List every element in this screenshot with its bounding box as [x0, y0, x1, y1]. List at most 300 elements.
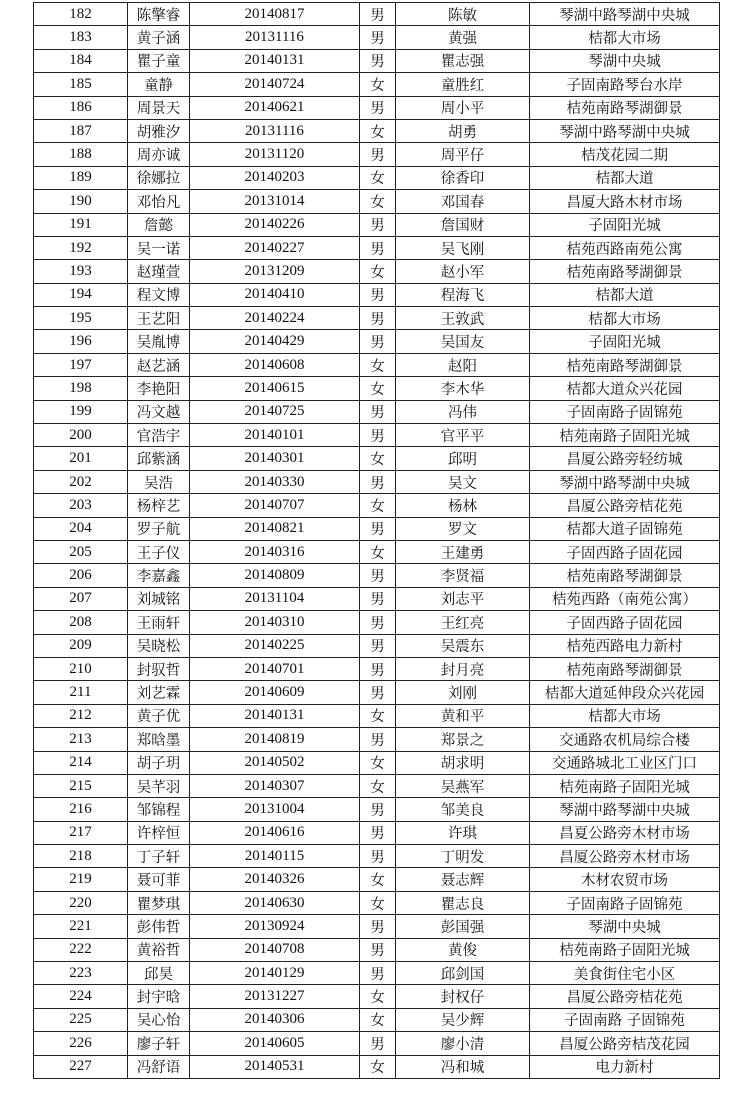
table-row [34, 915, 720, 938]
table-row [34, 985, 720, 1008]
guardian-name: 许琪 [396, 821, 530, 844]
gender: 男 [360, 307, 396, 330]
birth-date: 20140725 [190, 400, 360, 423]
gender: 女 [360, 377, 396, 400]
home-address: 昌厦公路旁木材市场 [530, 845, 720, 868]
birth-date: 20140616 [190, 821, 360, 844]
table-row [34, 470, 720, 493]
table-row [34, 751, 720, 774]
student-name: 杨梓艺 [128, 494, 190, 517]
guardian-name: 丁明发 [396, 845, 530, 868]
guardian-name: 李贤福 [396, 564, 530, 587]
home-address: 子固阳光城 [530, 330, 720, 353]
student-roster-table [33, 2, 720, 1079]
table-row [34, 774, 720, 797]
birth-date: 20131104 [190, 587, 360, 610]
home-address: 交通路农机局综合楼 [530, 728, 720, 751]
home-address: 子固西路子固花园 [530, 611, 720, 634]
student-name: 许梓恒 [128, 821, 190, 844]
guardian-name: 黄俊 [396, 938, 530, 961]
gender: 男 [360, 681, 396, 704]
gender: 男 [360, 962, 396, 985]
guardian-name: 吴飞刚 [396, 236, 530, 259]
birth-date: 20140101 [190, 424, 360, 447]
row-number: 189 [34, 166, 128, 189]
row-number: 224 [34, 985, 128, 1008]
gender: 女 [360, 985, 396, 1008]
table-row [34, 447, 720, 470]
home-address: 琴湖中央城 [530, 915, 720, 938]
guardian-name: 彭国强 [396, 915, 530, 938]
row-number: 208 [34, 611, 128, 634]
table-row [34, 73, 720, 96]
guardian-name: 刘志平 [396, 587, 530, 610]
row-number: 212 [34, 704, 128, 727]
home-address: 子固西路子固花园 [530, 540, 720, 563]
table-row [34, 400, 720, 423]
table-row [34, 307, 720, 330]
guardian-name: 王红亮 [396, 611, 530, 634]
birth-date: 20140227 [190, 236, 360, 259]
table-row [34, 96, 720, 119]
birth-date: 20130924 [190, 915, 360, 938]
birth-date: 20140502 [190, 751, 360, 774]
table-row [34, 494, 720, 517]
student-name: 吴浩 [128, 470, 190, 493]
guardian-name: 邱明 [396, 447, 530, 470]
birth-date: 20140131 [190, 704, 360, 727]
table-row [34, 26, 720, 49]
table-row [34, 283, 720, 306]
gender: 女 [360, 119, 396, 142]
row-number: 205 [34, 540, 128, 563]
table-row [34, 353, 720, 376]
student-name: 黄裕哲 [128, 938, 190, 961]
birth-date: 20140131 [190, 49, 360, 72]
table-row [34, 119, 720, 142]
row-number: 222 [34, 938, 128, 961]
gender: 男 [360, 143, 396, 166]
student-name: 邱紫涵 [128, 447, 190, 470]
table-row [34, 728, 720, 751]
gender: 男 [360, 96, 396, 119]
student-name: 胡雅汐 [128, 119, 190, 142]
birth-date: 20140225 [190, 634, 360, 657]
row-number: 196 [34, 330, 128, 353]
student-name: 瞿梦琪 [128, 891, 190, 914]
row-number: 185 [34, 73, 128, 96]
table-row [34, 424, 720, 447]
row-number: 197 [34, 353, 128, 376]
row-number: 202 [34, 470, 128, 493]
guardian-name: 程海飞 [396, 283, 530, 306]
table-row [34, 821, 720, 844]
gender: 男 [360, 915, 396, 938]
home-address: 子固南路 子固锦苑 [530, 1008, 720, 1031]
home-address: 昌厦大路木材市场 [530, 190, 720, 213]
guardian-name: 詹国财 [396, 213, 530, 236]
guardian-name: 周小平 [396, 96, 530, 119]
home-address: 桔苑南路子固阳光城 [530, 774, 720, 797]
home-address: 桔苑南路子固阳光城 [530, 424, 720, 447]
home-address: 电力新村 [530, 1055, 720, 1078]
birth-date: 20131209 [190, 260, 360, 283]
home-address: 桔苑西路南苑公寓 [530, 236, 720, 259]
table-row [34, 236, 720, 259]
guardian-name: 黄和平 [396, 704, 530, 727]
row-number: 209 [34, 634, 128, 657]
table-row [34, 564, 720, 587]
row-number: 225 [34, 1008, 128, 1031]
guardian-name: 赵阳 [396, 353, 530, 376]
row-number: 186 [34, 96, 128, 119]
home-address: 桔茂花园二期 [530, 143, 720, 166]
birth-date: 20140821 [190, 517, 360, 540]
row-number: 216 [34, 798, 128, 821]
student-name: 赵瑾萱 [128, 260, 190, 283]
row-number: 217 [34, 821, 128, 844]
table-row [34, 657, 720, 680]
birth-date: 20131004 [190, 798, 360, 821]
birth-date: 20140701 [190, 657, 360, 680]
row-number: 188 [34, 143, 128, 166]
student-name: 官浩宇 [128, 424, 190, 447]
birth-date: 20140630 [190, 891, 360, 914]
gender: 女 [360, 190, 396, 213]
row-number: 193 [34, 260, 128, 283]
guardian-name: 杨林 [396, 494, 530, 517]
birth-date: 20131116 [190, 26, 360, 49]
row-number: 227 [34, 1055, 128, 1078]
student-name: 冯舒语 [128, 1055, 190, 1078]
gender: 女 [360, 704, 396, 727]
birth-date: 20140326 [190, 868, 360, 891]
home-address: 桔都大市场 [530, 704, 720, 727]
student-name: 李嘉鑫 [128, 564, 190, 587]
guardian-name: 封权仔 [396, 985, 530, 1008]
gender: 男 [360, 821, 396, 844]
birth-date: 20140621 [190, 96, 360, 119]
birth-date: 20140224 [190, 307, 360, 330]
row-number: 214 [34, 751, 128, 774]
birth-date: 20140531 [190, 1055, 360, 1078]
home-address: 交通路城北工业区门口 [530, 751, 720, 774]
student-name: 李艳阳 [128, 377, 190, 400]
row-number: 219 [34, 868, 128, 891]
student-name: 郑晗墨 [128, 728, 190, 751]
guardian-name: 刘刚 [396, 681, 530, 704]
birth-date: 20140429 [190, 330, 360, 353]
student-name: 刘艺霖 [128, 681, 190, 704]
birth-date: 20131014 [190, 190, 360, 213]
birth-date: 20140226 [190, 213, 360, 236]
guardian-name: 官平平 [396, 424, 530, 447]
row-number: 182 [34, 3, 128, 26]
gender: 男 [360, 330, 396, 353]
row-number: 190 [34, 190, 128, 213]
gender: 女 [360, 774, 396, 797]
table-row [34, 49, 720, 72]
gender: 女 [360, 1055, 396, 1078]
gender: 男 [360, 424, 396, 447]
guardian-name: 李木华 [396, 377, 530, 400]
table-row [34, 962, 720, 985]
guardian-name: 廖小清 [396, 1032, 530, 1055]
row-number: 204 [34, 517, 128, 540]
row-number: 215 [34, 774, 128, 797]
gender: 女 [360, 447, 396, 470]
home-address: 桔都大道子固锦苑 [530, 517, 720, 540]
student-name: 吴一诺 [128, 236, 190, 259]
table-row [34, 611, 720, 634]
birth-date: 20140203 [190, 166, 360, 189]
table-row [34, 798, 720, 821]
guardian-name: 罗文 [396, 517, 530, 540]
guardian-name: 邓国春 [396, 190, 530, 213]
guardian-name: 徐香印 [396, 166, 530, 189]
row-number: 201 [34, 447, 128, 470]
gender: 男 [360, 283, 396, 306]
gender: 女 [360, 540, 396, 563]
home-address: 桔都大道延伸段众兴花园 [530, 681, 720, 704]
table-row [34, 681, 720, 704]
home-address: 子固南路琴台水岸 [530, 73, 720, 96]
table-row [34, 166, 720, 189]
birth-date: 20140708 [190, 938, 360, 961]
gender: 男 [360, 564, 396, 587]
gender: 女 [360, 260, 396, 283]
row-number: 206 [34, 564, 128, 587]
gender: 女 [360, 1008, 396, 1031]
row-number: 221 [34, 915, 128, 938]
student-name: 程文博 [128, 283, 190, 306]
student-name: 邹锦程 [128, 798, 190, 821]
home-address: 木材农贸市场 [530, 868, 720, 891]
guardian-name: 冯伟 [396, 400, 530, 423]
student-name: 黄子优 [128, 704, 190, 727]
gender: 男 [360, 798, 396, 821]
row-number: 198 [34, 377, 128, 400]
guardian-name: 吴震东 [396, 634, 530, 657]
birth-date: 20140307 [190, 774, 360, 797]
guardian-name: 郑景之 [396, 728, 530, 751]
guardian-name: 吴国友 [396, 330, 530, 353]
guardian-name: 王建勇 [396, 540, 530, 563]
student-name: 黄子涵 [128, 26, 190, 49]
table-row [34, 330, 720, 353]
table-row [34, 190, 720, 213]
student-name: 封宇晗 [128, 985, 190, 1008]
home-address: 琴湖中路琴湖中央城 [530, 3, 720, 26]
birth-date: 20140724 [190, 73, 360, 96]
student-name: 聂可菲 [128, 868, 190, 891]
student-name: 周景天 [128, 96, 190, 119]
guardian-name: 胡勇 [396, 119, 530, 142]
home-address: 子固南路子固锦苑 [530, 891, 720, 914]
gender: 女 [360, 891, 396, 914]
table-row [34, 213, 720, 236]
student-name: 彭伟哲 [128, 915, 190, 938]
roster-body [34, 3, 720, 1079]
birth-date: 20140410 [190, 283, 360, 306]
guardian-name: 陈敏 [396, 3, 530, 26]
home-address: 昌夏公路旁木材市场 [530, 821, 720, 844]
birth-date: 20140817 [190, 3, 360, 26]
home-address: 桔都大道 [530, 166, 720, 189]
gender: 男 [360, 3, 396, 26]
row-number: 195 [34, 307, 128, 330]
row-number: 213 [34, 728, 128, 751]
home-address: 子固南路子固锦苑 [530, 400, 720, 423]
home-address: 桔苑南路琴湖御景 [530, 657, 720, 680]
student-name: 王雨轩 [128, 611, 190, 634]
guardian-name: 聂志辉 [396, 868, 530, 891]
guardian-name: 黄强 [396, 26, 530, 49]
gender: 女 [360, 166, 396, 189]
table-row [34, 1055, 720, 1078]
birth-date: 20140707 [190, 494, 360, 517]
student-name: 罗子航 [128, 517, 190, 540]
gender: 女 [360, 494, 396, 517]
home-address: 桔苑南路琴湖御景 [530, 96, 720, 119]
home-address: 昌厦公路旁轻纺城 [530, 447, 720, 470]
student-name: 廖子轩 [128, 1032, 190, 1055]
table-row [34, 517, 720, 540]
home-address: 桔都大市场 [530, 307, 720, 330]
home-address: 桔都大市场 [530, 26, 720, 49]
gender: 女 [360, 868, 396, 891]
birth-date: 20140819 [190, 728, 360, 751]
student-name: 吴胤博 [128, 330, 190, 353]
home-address: 桔苑南路琴湖御景 [530, 564, 720, 587]
gender: 女 [360, 353, 396, 376]
gender: 男 [360, 26, 396, 49]
student-name: 吴芊羽 [128, 774, 190, 797]
student-roster-sheet [33, 2, 719, 1079]
row-number: 226 [34, 1032, 128, 1055]
row-number: 210 [34, 657, 128, 680]
gender: 女 [360, 751, 396, 774]
home-address: 子固阳光城 [530, 213, 720, 236]
guardian-name: 邱剑国 [396, 962, 530, 985]
student-name: 徐娜拉 [128, 166, 190, 189]
row-number: 187 [34, 119, 128, 142]
home-address: 桔都大道 [530, 283, 720, 306]
birth-date: 20140608 [190, 353, 360, 376]
guardian-name: 胡求明 [396, 751, 530, 774]
gender: 男 [360, 845, 396, 868]
home-address: 美食街住宅小区 [530, 962, 720, 985]
table-row [34, 891, 720, 914]
student-name: 冯文越 [128, 400, 190, 423]
home-address: 昌厦公路旁桔花苑 [530, 985, 720, 1008]
home-address: 昌厦公路旁桔花苑 [530, 494, 720, 517]
guardian-name: 王敦武 [396, 307, 530, 330]
table-row [34, 260, 720, 283]
student-name: 周亦诚 [128, 143, 190, 166]
gender: 男 [360, 587, 396, 610]
row-number: 207 [34, 587, 128, 610]
student-name: 王艺阳 [128, 307, 190, 330]
row-number: 199 [34, 400, 128, 423]
guardian-name: 吴文 [396, 470, 530, 493]
table-row [34, 868, 720, 891]
guardian-name: 冯和城 [396, 1055, 530, 1078]
birth-date: 20140330 [190, 470, 360, 493]
table-row [34, 1032, 720, 1055]
gender: 男 [360, 400, 396, 423]
table-row [34, 143, 720, 166]
home-address: 桔都大道众兴花园 [530, 377, 720, 400]
row-number: 203 [34, 494, 128, 517]
student-name: 邱昊 [128, 962, 190, 985]
student-name: 王子仪 [128, 540, 190, 563]
gender: 女 [360, 73, 396, 96]
gender: 男 [360, 1032, 396, 1055]
gender: 男 [360, 49, 396, 72]
table-row [34, 587, 720, 610]
guardian-name: 瞿志良 [396, 891, 530, 914]
home-address: 琴湖中央城 [530, 49, 720, 72]
guardian-name: 邹美良 [396, 798, 530, 821]
gender: 男 [360, 938, 396, 961]
birth-date: 20131227 [190, 985, 360, 1008]
home-address: 琴湖中路琴湖中央城 [530, 470, 720, 493]
table-row [34, 540, 720, 563]
birth-date: 20140316 [190, 540, 360, 563]
gender: 男 [360, 470, 396, 493]
student-name: 吴晓松 [128, 634, 190, 657]
student-name: 詹懿 [128, 213, 190, 236]
row-number: 194 [34, 283, 128, 306]
row-number: 200 [34, 424, 128, 447]
home-address: 琴湖中路琴湖中央城 [530, 798, 720, 821]
gender: 男 [360, 517, 396, 540]
birth-date: 20140310 [190, 611, 360, 634]
birth-date: 20140615 [190, 377, 360, 400]
student-name: 瞿子童 [128, 49, 190, 72]
table-row [34, 1008, 720, 1031]
gender: 男 [360, 634, 396, 657]
student-name: 刘城铭 [128, 587, 190, 610]
birth-date: 20131120 [190, 143, 360, 166]
table-row [34, 704, 720, 727]
table-row [34, 634, 720, 657]
birth-date: 20140809 [190, 564, 360, 587]
birth-date: 20131116 [190, 119, 360, 142]
guardian-name: 童胜红 [396, 73, 530, 96]
birth-date: 20140301 [190, 447, 360, 470]
home-address: 桔苑南路琴湖御景 [530, 353, 720, 376]
guardian-name: 赵小军 [396, 260, 530, 283]
row-number: 192 [34, 236, 128, 259]
table-row [34, 938, 720, 961]
student-name: 邓怡凡 [128, 190, 190, 213]
gender: 男 [360, 657, 396, 680]
birth-date: 20140605 [190, 1032, 360, 1055]
student-name: 胡子玥 [128, 751, 190, 774]
home-address: 桔苑西路电力新村 [530, 634, 720, 657]
row-number: 184 [34, 49, 128, 72]
student-name: 吴心怡 [128, 1008, 190, 1031]
home-address: 桔苑西路（南苑公寓） [530, 587, 720, 610]
birth-date: 20140115 [190, 845, 360, 868]
birth-date: 20140306 [190, 1008, 360, 1031]
gender: 男 [360, 611, 396, 634]
guardian-name: 吴少辉 [396, 1008, 530, 1031]
row-number: 218 [34, 845, 128, 868]
gender: 男 [360, 236, 396, 259]
